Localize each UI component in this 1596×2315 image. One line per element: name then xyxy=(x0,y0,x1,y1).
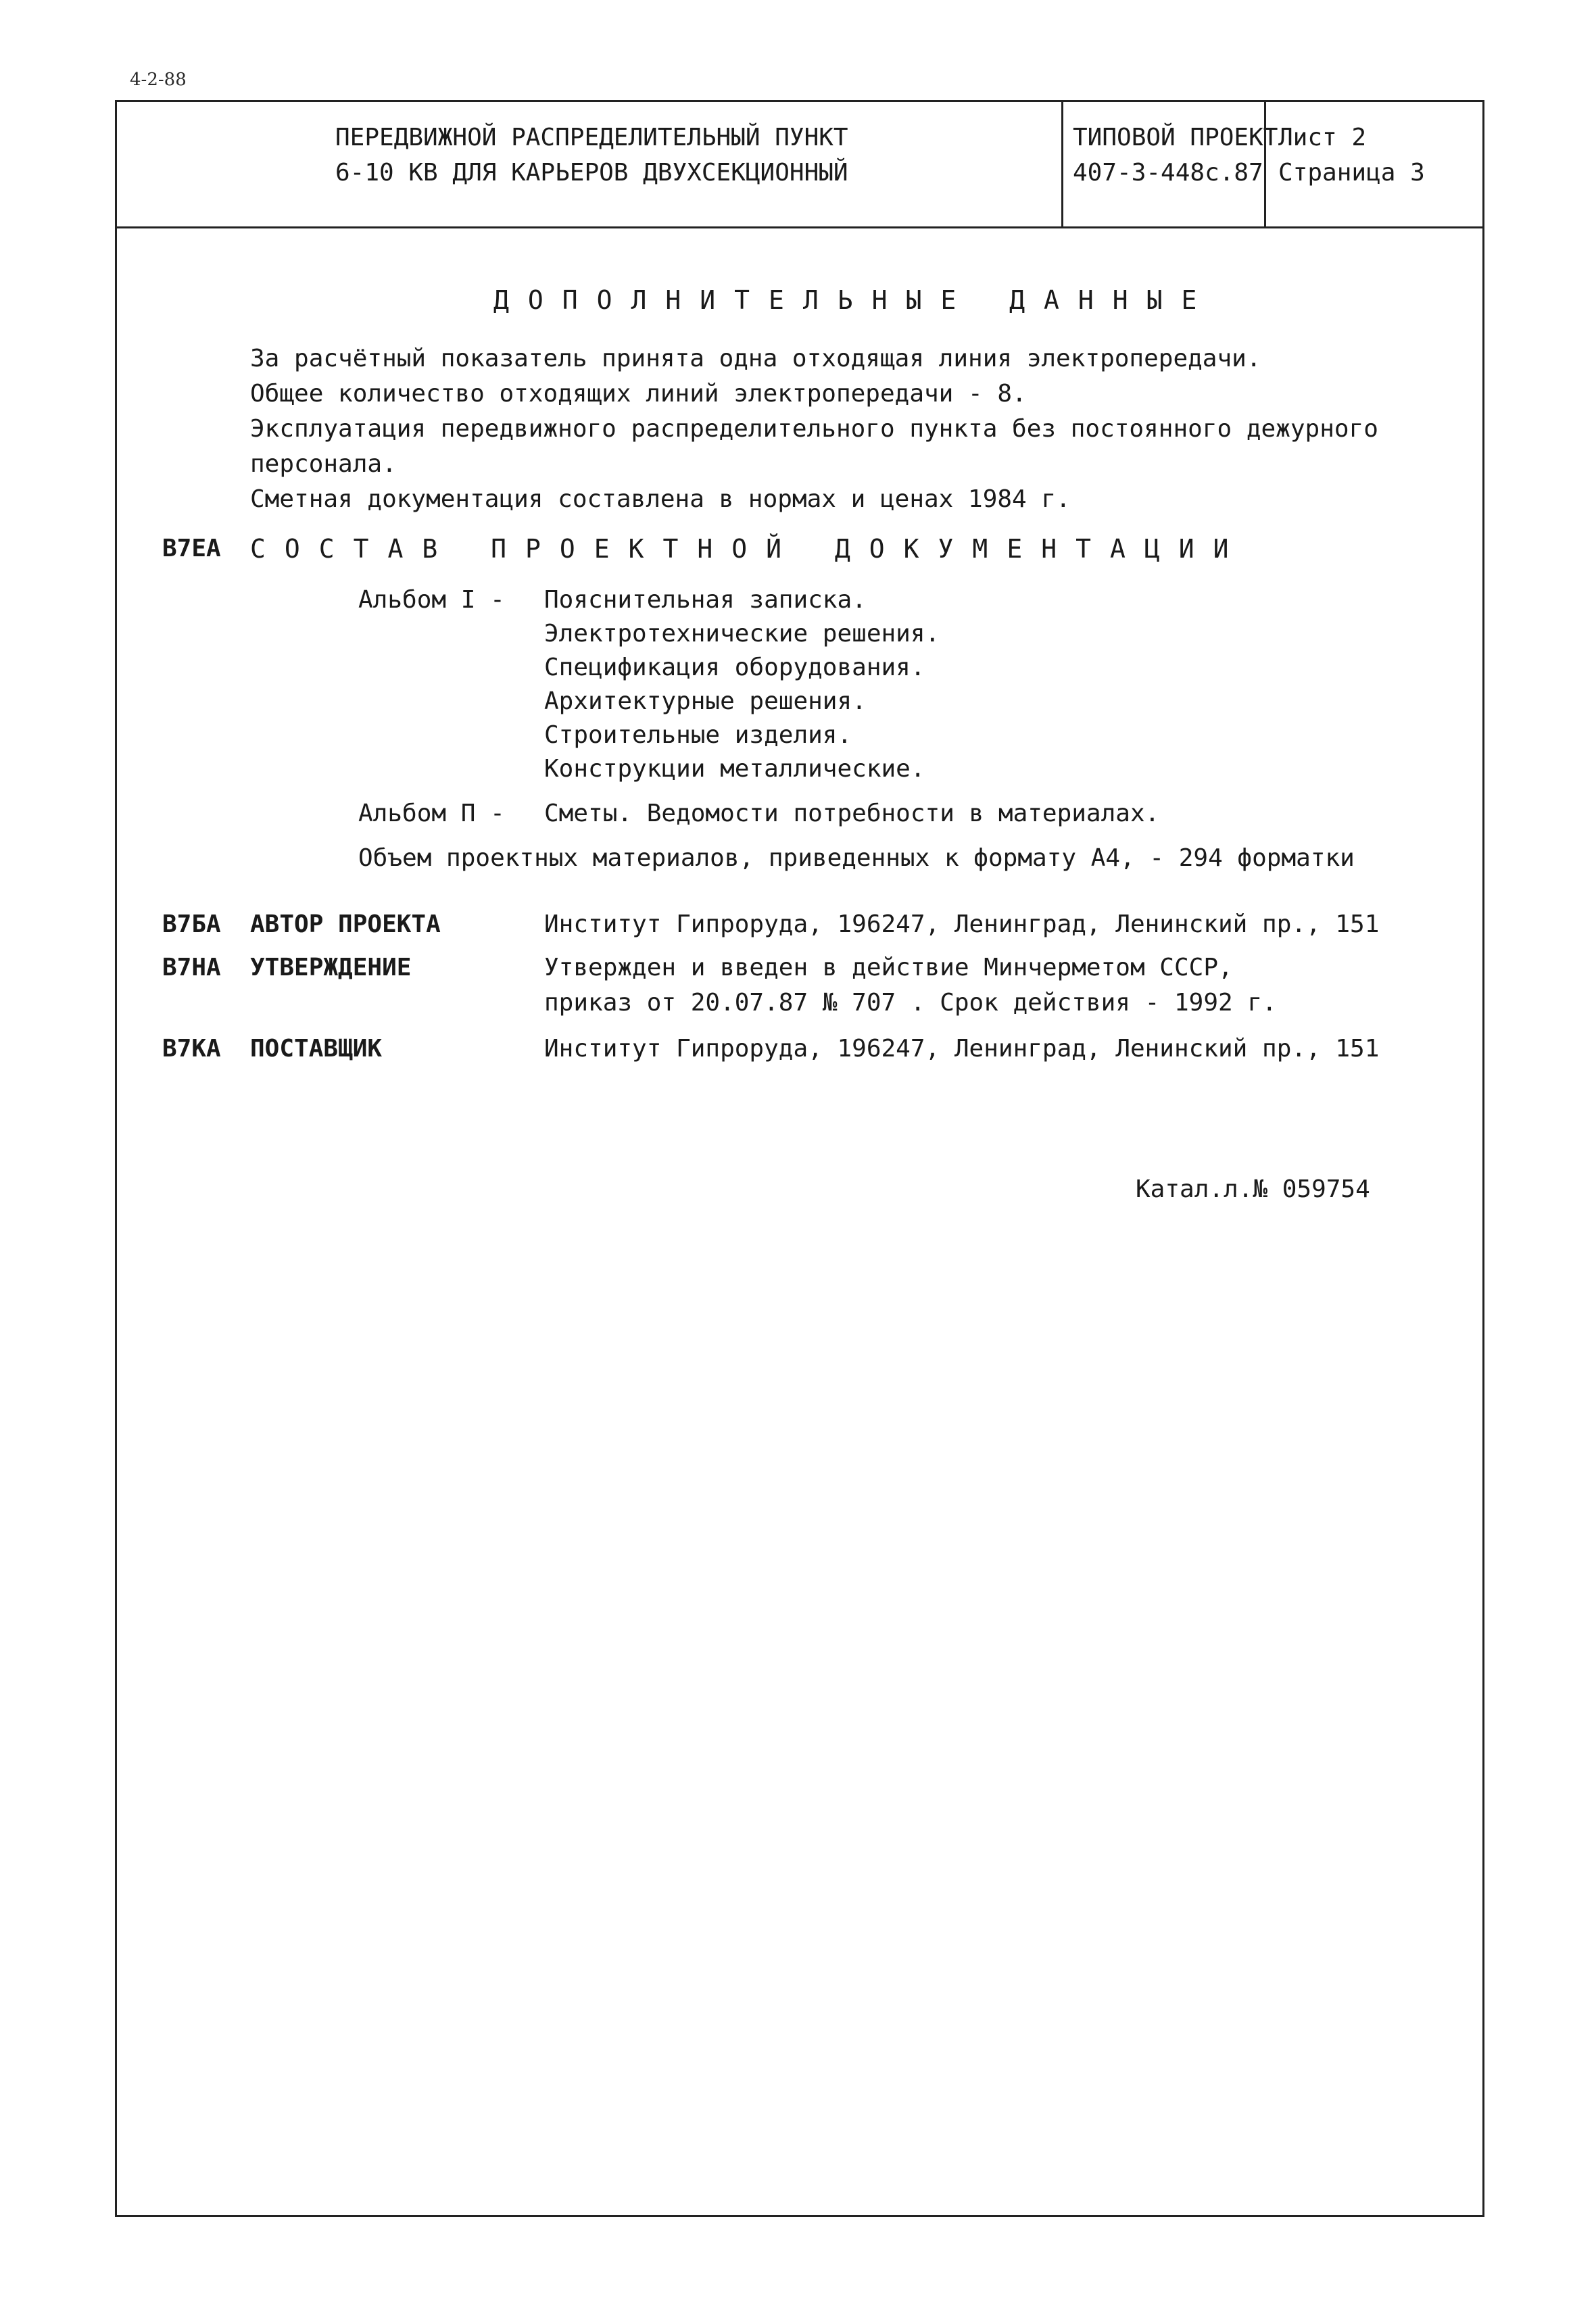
project-cell xyxy=(1061,100,1278,226)
album-1-item: Спецификация оборудования. xyxy=(544,654,925,681)
sheet-number: Лист 2 xyxy=(1278,124,1367,151)
project-label: ТИПОВОЙ ПРОЕКТ xyxy=(1073,124,1278,151)
album-2-text: Сметы. Ведомости потребности в материалах. xyxy=(544,800,1160,827)
title-block xyxy=(115,100,1484,228)
approval-label: УТВЕРЖДЕНИЕ xyxy=(250,954,412,981)
album-1-item: Конструкции металлические. xyxy=(544,755,925,783)
approval-code: B7HA xyxy=(162,954,221,981)
additional-heading: ДОПОЛНИТЕЛЬНЫЕ ДАННЫЕ xyxy=(493,285,1216,315)
album-1-item: Архитектурные решения. xyxy=(544,687,867,715)
approval-value-2: приказ от 20.07.87 № 707 . Срок действия - 1992 г. xyxy=(544,989,1277,1017)
document-code: 4-2-88 xyxy=(130,70,187,90)
page-number: Страница 3 xyxy=(1278,159,1425,187)
approval-value-1: Утвержден и введен в действие Минчерметом СССР, xyxy=(544,954,1233,981)
title-line-2: 6-10 КВ ДЛЯ КАРЬЕРОВ ДВУХСЕКЦИОННЫЙ xyxy=(335,159,848,187)
project-number: 407-3-448с.87 xyxy=(1073,159,1263,187)
author-value: Институт Гипроруда, 196247, Ленинград, Ленинский пр., 151 xyxy=(544,910,1380,938)
additional-line-5: Сметная документация составлена в нормах и ценах 1984 г. xyxy=(250,485,1071,513)
additional-line-4: персонала. xyxy=(250,450,397,478)
sheet-cell xyxy=(1264,100,1484,226)
additional-line-1: За расчётный показатель принята одна отходящая линия электропередачи. xyxy=(250,345,1261,372)
composition-code: B7EA xyxy=(162,535,221,562)
additional-line-2: Общее количество отходящих линий электропередачи - 8. xyxy=(250,380,1027,408)
author-label: АВТОР ПРОЕКТА xyxy=(250,910,441,938)
additional-line-3: Эксплуатация передвижного распределительного пункта без постоянного дежурного xyxy=(250,415,1378,443)
composition-heading: СОСТАВ ПРОЕКТНОЙ ДОКУМЕНТАЦИИ xyxy=(250,534,1248,564)
album-1-item: Строительные изделия. xyxy=(544,721,852,749)
catalog-number: Катал.л.№ 059754 xyxy=(1136,1175,1370,1203)
album-1-label: Альбом I - xyxy=(358,586,505,614)
title-cell xyxy=(115,100,1061,226)
supplier-code: B7KA xyxy=(162,1035,221,1063)
author-code: B7БA xyxy=(162,910,221,938)
title-line-1: ПЕРЕДВИЖНОЙ РАСПРЕДЕЛИТЕЛЬНЫЙ ПУНКТ xyxy=(335,124,848,151)
volume-line: Объем проектных материалов, приведенных к формату А4, - 294 форматки xyxy=(358,844,1355,872)
supplier-value: Институт Гипроруда, 196247, Ленинград, Ленинский пр., 151 xyxy=(544,1035,1380,1063)
album-1-item: Электротехнические решения. xyxy=(544,620,940,648)
album-1-item: Пояснительная записка. xyxy=(544,586,867,614)
supplier-label: ПОСТАВЩИК xyxy=(250,1035,383,1063)
album-2-label: Альбом П - xyxy=(358,800,505,827)
